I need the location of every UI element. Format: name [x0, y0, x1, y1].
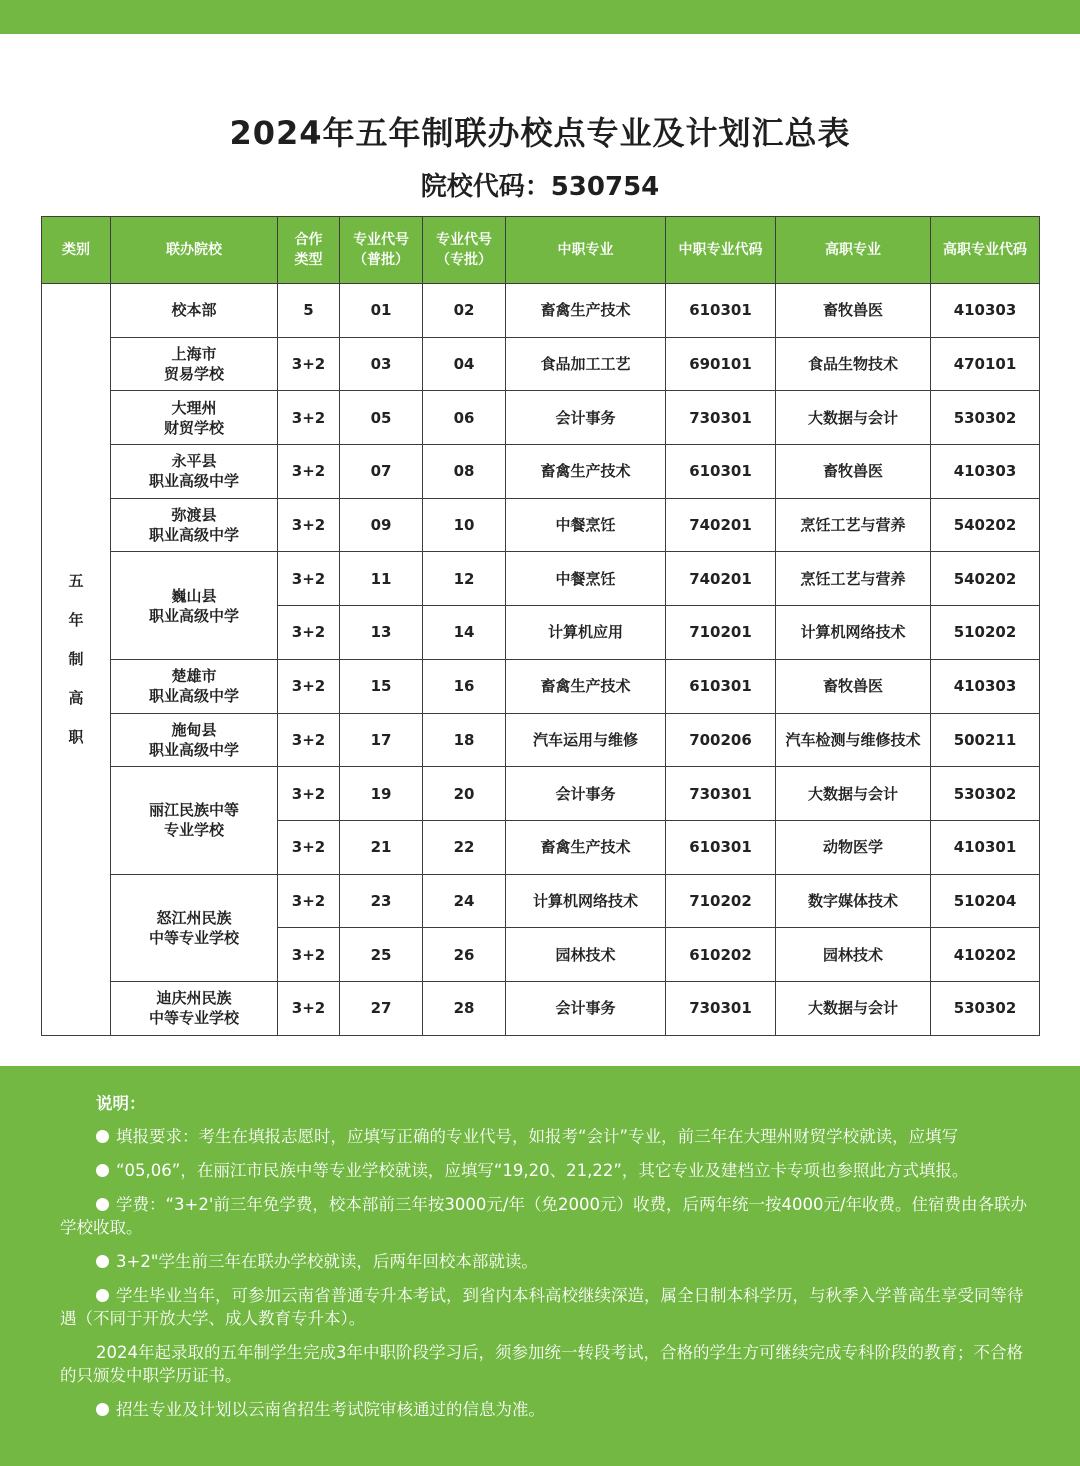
table-cell: 会计事务	[506, 391, 666, 445]
table-cell: 09	[340, 498, 423, 552]
table-cell: 690101	[666, 337, 776, 391]
table-cell: 3+2	[278, 391, 340, 445]
table-cell: 烹饪工艺与营养	[776, 498, 931, 552]
school-name-cell: 施甸县 职业高级中学	[111, 713, 278, 767]
column-header: 联办院校	[111, 217, 278, 284]
table-row	[42, 445, 1040, 499]
table-cell: 畜禽生产技术	[506, 445, 666, 499]
category-cell: 五 年 制 高 职	[42, 284, 111, 1036]
table-cell: 610301	[666, 820, 776, 874]
table-cell: 畜牧兽医	[776, 445, 931, 499]
table-cell: 16	[423, 659, 506, 713]
table-cell: 740201	[666, 498, 776, 552]
table-cell: 3+2	[278, 552, 340, 606]
table-row	[42, 767, 1040, 821]
column-header: 高职专业代码	[931, 217, 1040, 284]
school-code: 院校代码：530754	[420, 172, 660, 202]
table-cell: 510204	[931, 874, 1040, 928]
table-cell: 23	[340, 874, 423, 928]
table-cell: 14	[423, 606, 506, 660]
table-cell: 3+2	[278, 820, 340, 874]
table-cell: 01	[340, 284, 423, 338]
table-cell: 08	[423, 445, 506, 499]
table-row	[42, 874, 1040, 928]
table-cell: 3+2	[278, 498, 340, 552]
bullet-icon	[96, 1403, 109, 1416]
school-name-cell: 校本部	[111, 284, 278, 338]
note-item	[60, 1159, 1028, 1182]
table-cell: 计算机应用	[506, 606, 666, 660]
table-cell: 04	[423, 337, 506, 391]
table-cell: 数字媒体技术	[776, 874, 931, 928]
table-cell: 470101	[931, 337, 1040, 391]
table-cell: 3+2	[278, 606, 340, 660]
table-cell: 食品加工工艺	[506, 337, 666, 391]
table-cell: 700206	[666, 713, 776, 767]
bullet-icon	[96, 1164, 109, 1177]
table-cell: 烹饪工艺与营养	[776, 552, 931, 606]
bullet-icon	[96, 1255, 109, 1268]
note-item	[60, 1341, 1028, 1387]
bullet-icon	[96, 1130, 109, 1143]
table-cell: 410202	[931, 928, 1040, 982]
table-cell: 530302	[931, 391, 1040, 445]
table-cell: 24	[423, 874, 506, 928]
school-name-cell: 楚雄市 职业高级中学	[111, 659, 278, 713]
table-cell: 13	[340, 606, 423, 660]
table-cell: 大数据与会计	[776, 391, 931, 445]
note-text: 学费：“3+2'前三年免学费，校本部前三年按3000元/年（免2000元）收费，后两年统一按4000元/年收费。住宿费由各联办学校收取。	[60, 1195, 1027, 1237]
table-cell: 畜禽生产技术	[506, 284, 666, 338]
table-cell: 27	[340, 981, 423, 1035]
bullet-icon	[96, 1198, 109, 1211]
note-item	[60, 1284, 1028, 1330]
table-cell: 汽车运用与维修	[506, 713, 666, 767]
table-body	[42, 284, 1040, 1036]
table-cell: 28	[423, 981, 506, 1035]
school-name-cell: 弥渡县 职业高级中学	[111, 498, 278, 552]
table-cell: 730301	[666, 391, 776, 445]
table-cell: 中餐烹饪	[506, 552, 666, 606]
table-row	[42, 713, 1040, 767]
table-cell: 540202	[931, 498, 1040, 552]
note-item	[60, 1250, 1028, 1273]
table-cell: 610202	[666, 928, 776, 982]
table-cell: 500211	[931, 713, 1040, 767]
column-header: 中职专业代码	[666, 217, 776, 284]
table-cell: 会计事务	[506, 981, 666, 1035]
table-cell: 畜禽生产技术	[506, 659, 666, 713]
note-text: 3+2"学生前三年在联办学校就读，后两年回校本部就读。	[116, 1252, 538, 1271]
table-cell: 25	[340, 928, 423, 982]
notes-section	[60, 1092, 1028, 1432]
table-cell: 18	[423, 713, 506, 767]
table-cell: 畜牧兽医	[776, 284, 931, 338]
table-cell: 03	[340, 337, 423, 391]
table-row	[42, 981, 1040, 1035]
column-header: 高职专业	[776, 217, 931, 284]
table-cell: 26	[423, 928, 506, 982]
table-cell: 410303	[931, 445, 1040, 499]
table-cell: 会计事务	[506, 767, 666, 821]
table-cell: 中餐烹饪	[506, 498, 666, 552]
table-row	[42, 498, 1040, 552]
school-name-cell: 上海市 贸易学校	[111, 337, 278, 391]
table-cell: 410301	[931, 820, 1040, 874]
column-header: 类别	[42, 217, 111, 284]
school-name-cell: 大理州 财贸学校	[111, 391, 278, 445]
table-cell: 730301	[666, 981, 776, 1035]
note-item	[60, 1398, 1028, 1421]
table-row	[42, 284, 1040, 338]
table-cell: 3+2	[278, 445, 340, 499]
school-name-cell: 丽江民族中等 专业学校	[111, 767, 278, 874]
school-name-cell: 迪庆州民族 中等专业学校	[111, 981, 278, 1035]
note-item	[60, 1125, 1028, 1148]
table-cell: 园林技术	[506, 928, 666, 982]
note-text: 2024年起录取的五年制学生完成3年中职阶段学习后，须参加统一转段考试，合格的学生方可继续完成专科阶段的教育；不合格的只颁发中职学历证书。	[60, 1343, 1023, 1385]
table-cell: 3+2	[278, 981, 340, 1035]
table-cell: 11	[340, 552, 423, 606]
table-cell: 汽车检测与维修技术	[776, 713, 931, 767]
top-green-band	[0, 0, 1080, 34]
table-row	[42, 337, 1040, 391]
table-cell: 畜牧兽医	[776, 659, 931, 713]
table-cell: 710202	[666, 874, 776, 928]
table-cell: 610301	[666, 284, 776, 338]
table-cell: 3+2	[278, 713, 340, 767]
table-cell: 530302	[931, 767, 1040, 821]
table-cell: 12	[423, 552, 506, 606]
table-row	[42, 391, 1040, 445]
table-cell: 19	[340, 767, 423, 821]
table-cell: 17	[340, 713, 423, 767]
table-cell: 畜禽生产技术	[506, 820, 666, 874]
bullet-icon	[96, 1289, 109, 1302]
note-text: 填报要求：考生在填报志愿时，应填写正确的专业代号，如报考“会计”专业，前三年在大理州财贸学校就读，应填写	[116, 1127, 959, 1146]
notes-list	[60, 1125, 1028, 1421]
table-cell: 食品生物技术	[776, 337, 931, 391]
table-cell: 大数据与会计	[776, 981, 931, 1035]
school-name-cell: 怒江州民族 中等专业学校	[111, 874, 278, 981]
table-cell: 410303	[931, 284, 1040, 338]
table-cell: 07	[340, 445, 423, 499]
table-cell: 20	[423, 767, 506, 821]
table-cell: 3+2	[278, 767, 340, 821]
table-cell: 大数据与会计	[776, 767, 931, 821]
table-cell: 540202	[931, 552, 1040, 606]
note-text: 学生毕业当年，可参加云南省普通专升本考试，到省内本科高校继续深造，属全日制本科学历，与秋季入学普高生享受同等待遇（不同于开放大学、成人教育专升本）。	[60, 1286, 1024, 1328]
table-cell: 10	[423, 498, 506, 552]
table-cell: 3+2	[278, 337, 340, 391]
table-cell: 610301	[666, 659, 776, 713]
table-cell: 410303	[931, 659, 1040, 713]
table-cell: 3+2	[278, 874, 340, 928]
note-text: “05,06”，在丽江市民族中等专业学校就读，应填写“19,20、21,22”，其它专业及建档立卡专项也参照此方式填报。	[116, 1161, 969, 1180]
column-header: 专业代号 （专批）	[423, 217, 506, 284]
table-row	[42, 659, 1040, 713]
table-cell: 园林技术	[776, 928, 931, 982]
table-cell: 3+2	[278, 928, 340, 982]
table-cell: 21	[340, 820, 423, 874]
column-header: 合作 类型	[278, 217, 340, 284]
table-cell: 06	[423, 391, 506, 445]
notes-heading: 说明：	[96, 1094, 146, 1113]
table-cell: 740201	[666, 552, 776, 606]
table-cell: 02	[423, 284, 506, 338]
table-cell: 510202	[931, 606, 1040, 660]
table-cell: 710201	[666, 606, 776, 660]
table-cell: 530302	[931, 981, 1040, 1035]
table-cell: 计算机网络技术	[776, 606, 931, 660]
table-cell: 计算机网络技术	[506, 874, 666, 928]
table-cell: 15	[340, 659, 423, 713]
table-cell: 5	[278, 284, 340, 338]
table-cell: 动物医学	[776, 820, 931, 874]
plan-table	[41, 216, 1040, 1036]
table-cell: 05	[340, 391, 423, 445]
table-cell: 730301	[666, 767, 776, 821]
column-header: 中职专业	[506, 217, 666, 284]
note-item	[60, 1193, 1028, 1239]
table-cell: 610301	[666, 445, 776, 499]
school-name-cell: 永平县 职业高级中学	[111, 445, 278, 499]
school-name-cell: 巍山县 职业高级中学	[111, 552, 278, 659]
table-cell: 22	[423, 820, 506, 874]
table-row	[42, 552, 1040, 606]
note-text: 招生专业及计划以云南省招生考试院审核通过的信息为准。	[116, 1400, 545, 1419]
table-header-row	[42, 217, 1040, 284]
column-header: 专业代号 （普批）	[340, 217, 423, 284]
table-cell: 3+2	[278, 659, 340, 713]
page-title: 2024年五年制联办校点专业及计划汇总表	[229, 114, 851, 152]
